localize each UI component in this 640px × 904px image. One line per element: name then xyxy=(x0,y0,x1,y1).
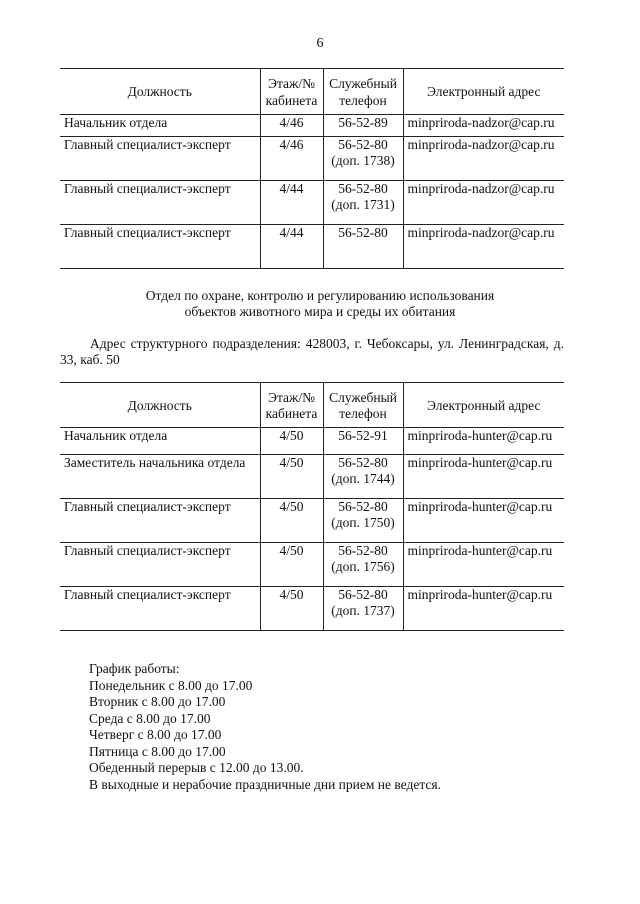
phone-number: 56-52-80 xyxy=(338,137,388,152)
cell-email[interactable]: minpriroda-nadzor@cap.ru xyxy=(403,181,564,225)
phone-extension: (доп. 1756) xyxy=(331,559,395,575)
cell-phone xyxy=(323,455,403,499)
table-row xyxy=(60,137,564,181)
cell-phone xyxy=(323,587,403,631)
table-row xyxy=(60,181,564,225)
table-row xyxy=(60,428,564,455)
cell-room: 4/44 xyxy=(260,181,323,225)
cell-email[interactable]: minpriroda-nadzor@cap.ru xyxy=(403,137,564,181)
schedule-line: В выходные и нерабочие праздничные дни прием не ведется. xyxy=(89,776,441,792)
cell-phone xyxy=(323,225,403,269)
cell-phone xyxy=(323,181,403,225)
phone-extension: (доп. 1731) xyxy=(331,197,395,213)
cell-email[interactable]: minpriroda-nadzor@cap.ru xyxy=(403,225,564,269)
section-title-line1: Отдел по охране, контролю и регулированию использования xyxy=(145,288,495,303)
cell-phone xyxy=(323,137,403,181)
cell-position: Главный специалист-эксперт xyxy=(60,499,260,543)
cell-position: Главный специалист-эксперт xyxy=(60,137,260,181)
section-title-line2: объектов животного мира и среды их обитания xyxy=(184,304,456,319)
work-schedule xyxy=(89,661,441,793)
header-phone-line1: Служебный xyxy=(329,389,397,405)
phone-extension: (доп. 1750) xyxy=(331,515,395,531)
header-room-line1: Этаж/№ xyxy=(268,76,315,92)
cell-email[interactable]: minpriroda-hunter@cap.ru xyxy=(403,428,564,455)
phone-extension: (доп. 1737) xyxy=(331,603,395,619)
cell-room: 4/44 xyxy=(260,225,323,269)
cell-phone xyxy=(323,543,403,587)
schedule-line: Четверг с 8.00 до 17.00 xyxy=(89,727,222,742)
header-email: Электронный адрес xyxy=(403,383,564,428)
table-row xyxy=(60,115,564,137)
schedule-line: Пятница с 8.00 до 17.00 xyxy=(89,743,226,759)
cell-position: Главный специалист-эксперт xyxy=(60,587,260,631)
cell-position: Главный специалист-эксперт xyxy=(60,181,260,225)
cell-room: 4/50 xyxy=(260,587,323,631)
table-header-row xyxy=(60,69,564,115)
staff-table-wildlife xyxy=(60,382,564,631)
schedule-line: Понедельник с 8.00 до 17.00 xyxy=(89,677,253,693)
cell-position: Начальник отдела xyxy=(60,428,260,455)
department-address: Адрес структурного подразделения: 428003, г. Чебоксары, ул. Ленинградская, д. 33, каб. 50 xyxy=(60,336,564,367)
table-row xyxy=(60,499,564,543)
cell-room: 4/50 xyxy=(260,428,323,455)
phone-number: 56-52-80 xyxy=(338,181,388,196)
table-row xyxy=(60,587,564,631)
cell-position: Главный специалист-эксперт xyxy=(60,543,260,587)
cell-email[interactable]: minpriroda-hunter@cap.ru xyxy=(403,499,564,543)
header-room xyxy=(260,69,323,115)
header-room-line1: Этаж/№ xyxy=(268,389,315,405)
header-room-line2: кабинета xyxy=(265,406,318,421)
phone-number: 56-52-80 xyxy=(338,499,388,514)
header-room xyxy=(260,383,323,428)
phone-number: 56-52-80 xyxy=(338,543,388,558)
header-phone-line1: Служебный xyxy=(329,76,397,92)
header-phone-line2: телефон xyxy=(339,92,387,108)
cell-email[interactable]: minpriroda-hunter@cap.ru xyxy=(403,587,564,631)
phone-extension: (доп. 1744) xyxy=(331,471,395,487)
cell-phone xyxy=(323,499,403,543)
phone-number: 56-52-80 xyxy=(338,587,388,602)
header-email: Электронный адрес xyxy=(403,69,564,115)
table-row xyxy=(60,543,564,587)
table-header-row xyxy=(60,383,564,428)
table-row xyxy=(60,225,564,269)
header-room-line2: кабинета xyxy=(265,92,318,108)
cell-email[interactable]: minpriroda-hunter@cap.ru xyxy=(403,455,564,499)
page-number: 6 xyxy=(316,36,324,51)
cell-position: Главный специалист-эксперт xyxy=(60,225,260,269)
schedule-line: Вторник с 8.00 до 17.00 xyxy=(89,694,226,709)
cell-phone xyxy=(323,115,403,137)
cell-room: 4/50 xyxy=(260,455,323,499)
cell-position: Заместитель начальника отдела xyxy=(60,455,260,499)
schedule-line: Обеденный перерыв с 12.00 до 13.00. xyxy=(89,760,304,775)
cell-room: 4/50 xyxy=(260,499,323,543)
header-position: Должность xyxy=(60,383,260,428)
cell-email[interactable]: minpriroda-nadzor@cap.ru xyxy=(403,115,564,137)
table-row xyxy=(60,455,564,499)
cell-room: 4/46 xyxy=(260,115,323,137)
staff-table-supervision xyxy=(60,68,564,269)
phone-number: 56-52-89 xyxy=(338,115,388,130)
section-title xyxy=(0,288,640,320)
schedule-line: Среда с 8.00 до 17.00 xyxy=(89,710,211,726)
header-phone xyxy=(323,69,403,115)
phone-number: 56-52-80 xyxy=(338,225,388,240)
header-position: Должность xyxy=(60,69,260,115)
cell-position: Начальник отдела xyxy=(60,115,260,137)
schedule-title: График работы: xyxy=(89,661,180,676)
phone-number: 56-52-91 xyxy=(338,428,388,443)
header-phone-line2: телефон xyxy=(339,406,387,421)
phone-extension: (доп. 1738) xyxy=(331,153,395,169)
cell-email[interactable]: minpriroda-hunter@cap.ru xyxy=(403,543,564,587)
header-phone xyxy=(323,383,403,428)
cell-room: 4/46 xyxy=(260,137,323,181)
cell-room: 4/50 xyxy=(260,543,323,587)
phone-number: 56-52-80 xyxy=(338,455,388,470)
cell-phone xyxy=(323,428,403,455)
